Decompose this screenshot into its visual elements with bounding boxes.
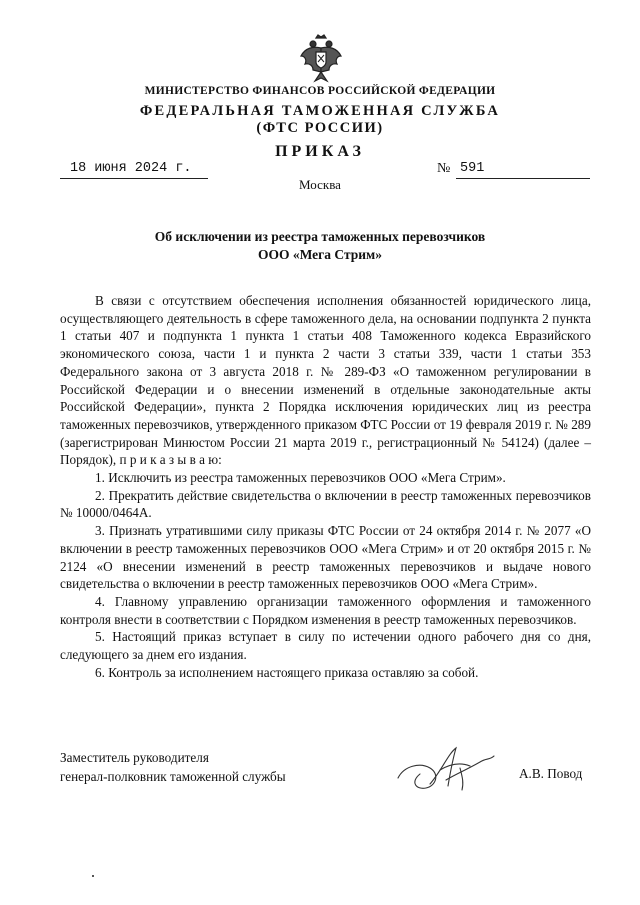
preamble-paragraph: В связи с отсутствием обеспечения исполнения обязанностей юридического лица, осуществляющего деятельность в сфере таможенного дела, на основании подпункта 2 пункта 1 статьи 407 и подпункта 1 пункта 1 статьи 408 Таможенного кодекса Евразийского экономического союза, части 1 и пункта 2 части 3 статьи 339, части 1 статьи 353 Федерального закона от 3 августа 2018 г. № 289-ФЗ «О таможенном регулировании в Российской Федерации и о внесении изменений в отдельные законодательные акты Российской Федерации», пункта 2 Порядка исключения юридических лиц из реестра таможенных перевозчиков, утвержденного приказом ФТС России от 19 февраля 2019 г. № 289 (зарегистрирован Минюстом России 21 марта 2019 г., регистрационный № 54124) (далее – Порядок), п р и к а з ы в а ю:	[60, 293, 591, 468]
ministry-name: МИНИСТЕРСТВО ФИНАНСОВ РОССИЙСКОЙ ФЕДЕРАЦИИ	[144, 85, 496, 97]
scan-speck	[92, 875, 94, 877]
order-item-1: 1. Исключить из реестра таможенных перевозчиков ООО «Мега Стрим».	[95, 470, 506, 486]
service-abbreviation: (ФТС РОССИИ)	[256, 120, 384, 136]
signatory-name: А.В. Повод	[519, 766, 583, 781]
position-line-1: Заместитель руководителя	[60, 750, 209, 765]
title-line-2: ООО «Мега Стрим»	[257, 247, 383, 262]
coat-of-arms-icon	[299, 34, 343, 84]
service-name: ФЕДЕРАЛЬНАЯ ТАМОЖЕННАЯ СЛУЖБА	[139, 103, 501, 119]
order-item-3: 3. Признать утратившими силу приказы ФТС России от 24 октября 2014 г. № 2077 «О включении в реестр таможенных перевозчиков ООО «Мега Стрим» и от 20 октября 2015 г. № 2124 «О внесении изменений в реестр таможенных перевозчиков и выдаче нового свидетельства о включении в реестр таможенных перевозчиков ООО «Мега Стрим».	[60, 523, 591, 592]
order-date: 18 июня 2024 г.	[60, 161, 208, 179]
handwritten-signature	[390, 740, 500, 800]
position-line-2: генерал-полковник таможенной службы	[60, 769, 286, 784]
order-item-4: 4. Главному управлению организации таможенного оформления и таможенного контроля внести в соответствии с Порядком изменения в реестр таможенных перевозчиков.	[60, 593, 591, 627]
order-item-6: 6. Контроль за исполнением настоящего приказа оставляю за собой.	[95, 664, 479, 680]
document-body	[60, 292, 591, 681]
order-item-2: 2. Прекратить действие свидетельства о включении в реестр таможенных перевозчиков № 10000/0464А.	[60, 487, 591, 521]
city: Москва	[299, 177, 341, 192]
order-number-label: №	[437, 161, 451, 176]
order-number: 591	[456, 161, 590, 179]
order-item-5: 5. Настоящий приказ вступает в силу по истечении одного рабочего дня со дня, следующего за днем его издания.	[60, 629, 591, 663]
document-type: ПРИКАЗ	[275, 143, 365, 160]
signatory-position	[60, 748, 286, 786]
document-title	[40, 228, 600, 264]
title-line-1: Об исключении из реестра таможенных перевозчиков	[154, 229, 486, 244]
